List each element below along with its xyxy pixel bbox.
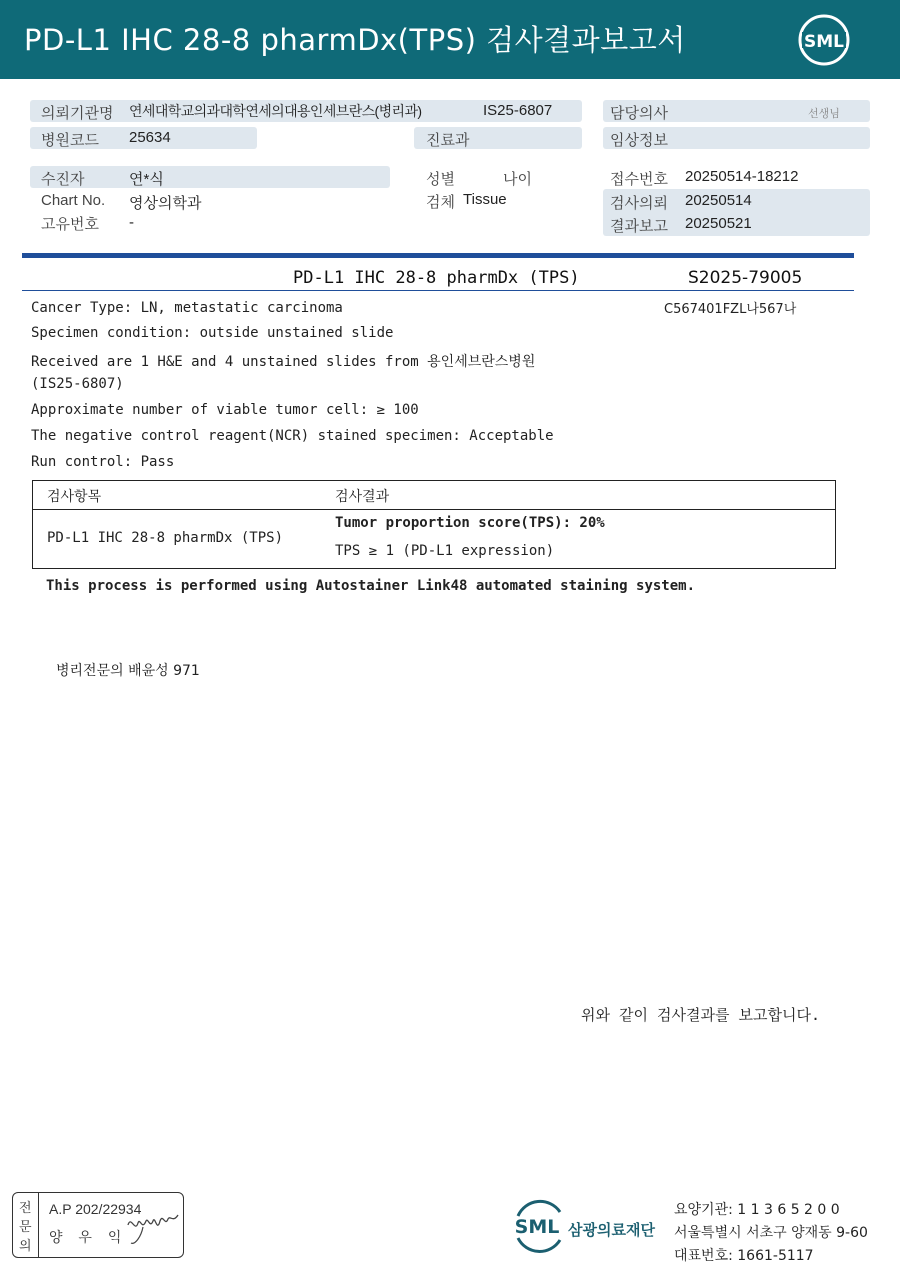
chart-no-label: Chart No. (41, 192, 106, 209)
result-tps-score: Tumor proportion score(TPS): 20% (335, 515, 605, 531)
results-table (32, 480, 836, 569)
side-char-2: 문 (19, 1220, 32, 1235)
report-line-run-control: Run control: Pass (31, 454, 175, 470)
report-header (0, 0, 900, 79)
test-code: S2025-79005 (688, 268, 803, 288)
receipt-no-label: 접수번호 (610, 171, 668, 188)
report-line-reference: (IS25-6807) (31, 376, 124, 392)
section-divider-thick (22, 253, 854, 258)
sml-logo-text: SML (804, 32, 844, 52)
report-line-viable-cells: Approximate number of viable tumor cell: ≥ 100 (31, 402, 419, 418)
footer-phone: 대표번호: 1661-5117 (674, 1248, 814, 1264)
department-label: 진료과 (426, 132, 470, 149)
section-divider-thin (22, 290, 854, 291)
unique-no-label: 고유번호 (41, 216, 99, 233)
handwritten-signature-icon (125, 1207, 183, 1249)
result-tps-interpretation: TPS ≥ 1 (PD-L1 expression) (335, 543, 555, 559)
barcode-text: C567401FZL나567나 (664, 302, 797, 317)
hospital-code-label: 병원코드 (41, 132, 99, 149)
report-date: 20250521 (685, 215, 752, 232)
institution-code: 요양기관: 1 1 3 6 5 2 0 0 (674, 1202, 840, 1218)
test-title: PD-L1 IHC 28-8 pharmDx (TPS) (293, 268, 580, 288)
footer-address: 서울특별시 서초구 양재동 9-60 (674, 1225, 868, 1241)
report-date-label: 결과보고 (610, 218, 668, 235)
receipt-no: 20250514-18212 (685, 168, 799, 185)
requesting-org: 연세대학교의과대학연세의대용인세브란스(병리과) (129, 103, 422, 119)
license-number: A.P 202/22934 (49, 1201, 142, 1217)
patient-label: 수진자 (41, 171, 85, 188)
process-note: This process is performed using Autostainer Link48 automated staining system. (46, 578, 696, 594)
sml-logo-icon (796, 12, 852, 68)
col-header-result: 검사결과 (335, 489, 390, 505)
table-header-divider (33, 509, 835, 510)
side-char-1: 전 (19, 1201, 32, 1216)
physician-suffix: 선생님 (808, 108, 840, 120)
specimen-label: 검체 (426, 194, 455, 211)
unique-no: - (129, 214, 134, 231)
footer-logo-text: SML (514, 1216, 560, 1238)
report-line-cancer-type: Cancer Type: LN, metastatic carcinoma (31, 300, 343, 316)
closing-statement: 위와 같이 검사결과를 보고합니다. (581, 1006, 820, 1024)
pathologist-name: 병리전문의 배윤성 971 (56, 663, 200, 679)
signature-side-label (13, 1193, 39, 1257)
signature-box (12, 1192, 184, 1258)
age-label: 나이 (503, 171, 532, 188)
hospital-code: 25634 (129, 129, 171, 146)
sex-label: 성별 (426, 171, 455, 188)
specimen: Tissue (463, 191, 507, 208)
clinical-info-label: 임상정보 (610, 132, 668, 149)
footer-org-name: 삼광의료재단 (568, 1221, 655, 1239)
physician-label: 담당의사 (610, 105, 668, 122)
requesting-org-label: 의뢰기관명 (41, 105, 114, 122)
result-item: PD-L1 IHC 28-8 pharmDx (TPS) (47, 530, 284, 546)
request-date: 20250514 (685, 192, 752, 209)
report-line-received: Received are 1 H&E and 4 unstained slides from 용인세브란스병원 (31, 354, 536, 370)
request-date-label: 검사의뢰 (610, 195, 668, 212)
col-header-item: 검사항목 (47, 489, 102, 505)
signer-name: 양 우 익 (49, 1229, 128, 1245)
report-title: PD-L1 IHC 28-8 pharmDx(TPS) 검사결과보고서 (24, 23, 686, 57)
side-char-3: 의 (19, 1239, 32, 1254)
report-line-ncr: The negative control reagent(NCR) stained specimen: Acceptable (31, 428, 554, 444)
requesting-org-code: IS25-6807 (483, 102, 553, 119)
chart-no: 영상의학과 (129, 195, 202, 212)
report-line-specimen-condition: Specimen condition: outside unstained slide (31, 325, 394, 341)
footer-sml-logo-icon (510, 1198, 566, 1254)
patient-name: 연*식 (129, 171, 164, 188)
